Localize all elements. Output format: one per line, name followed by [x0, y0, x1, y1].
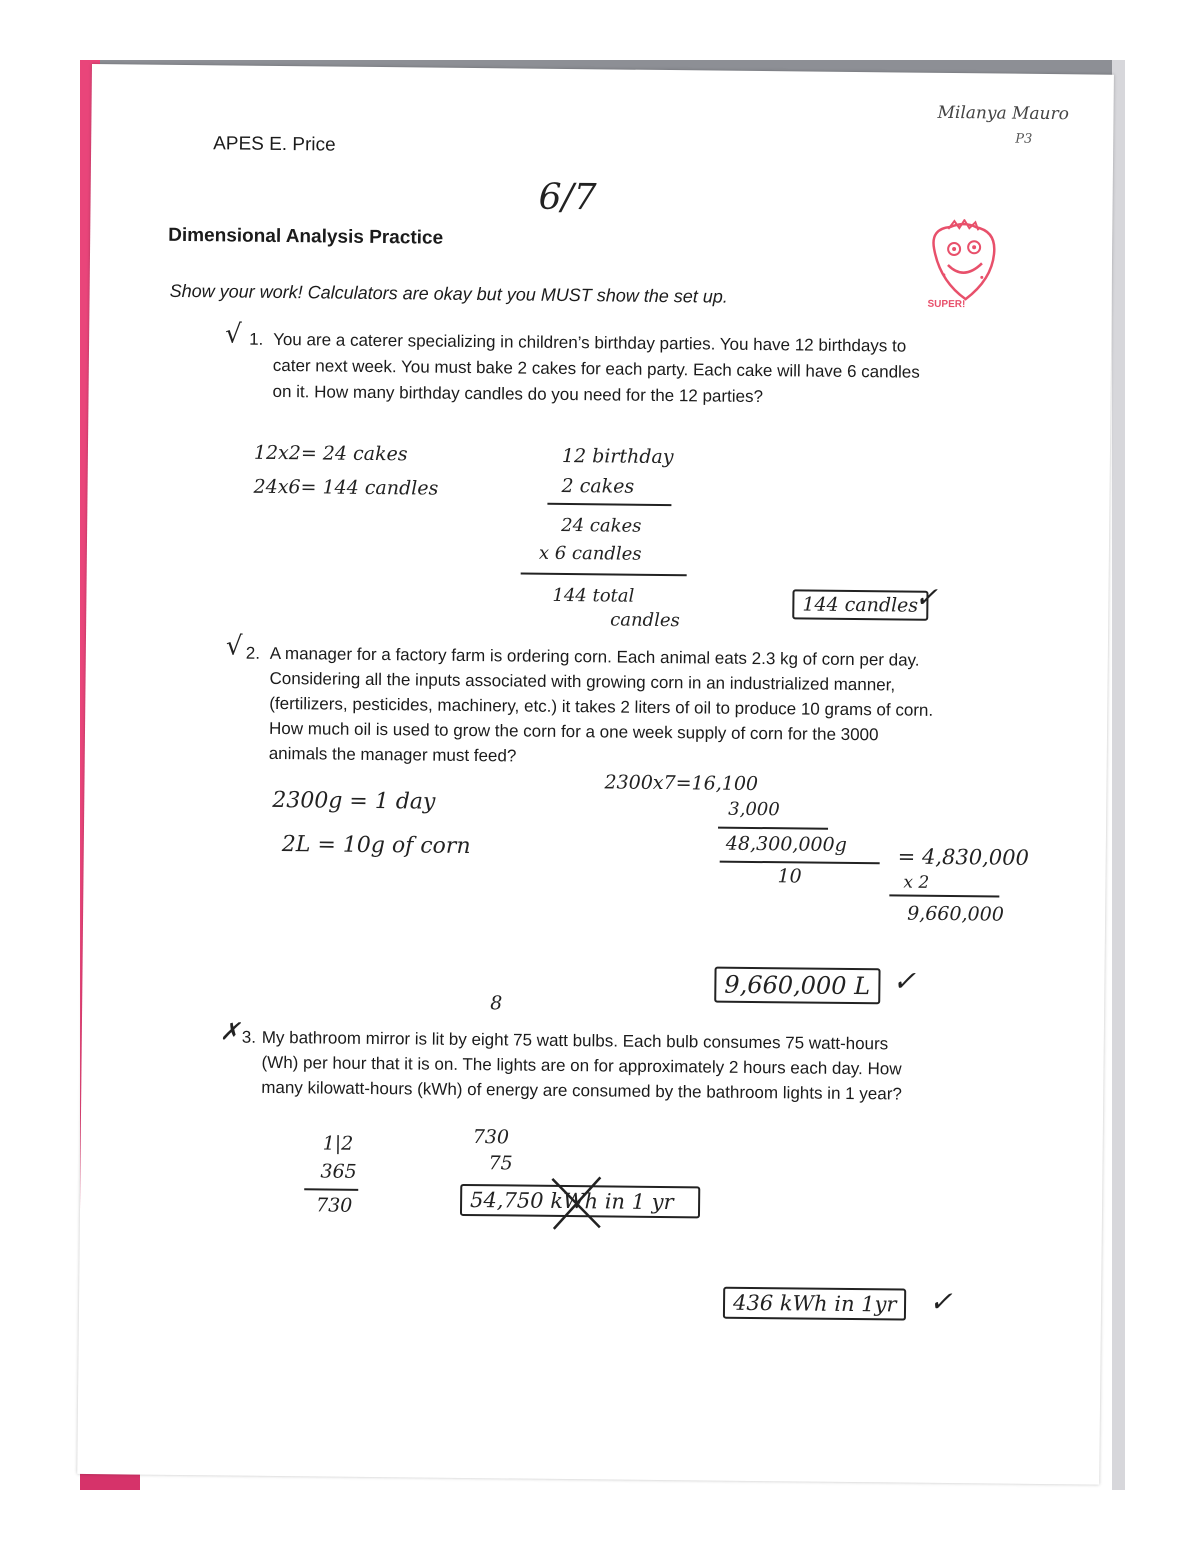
q2-text-line2: Considering all the inputs associated with growing corn in an industrialized manner, — [269, 668, 896, 695]
q1-result-line1: 144 total — [552, 584, 635, 607]
q3-work-mid-line2: 75 — [488, 1152, 513, 1175]
cross-out-icon — [546, 1173, 607, 1234]
q3-answer: 436 kWh in 1yr — [723, 1287, 907, 1321]
q2-times-two: x 2 — [903, 872, 930, 893]
q3-correction: 8 — [490, 992, 503, 1015]
q2-equals-value: = 4,830,000 — [897, 844, 1030, 870]
q2-answer: 9,660,000 L — [714, 967, 880, 1005]
q1-work-bottom: 2 cakes — [561, 474, 635, 498]
q3-text-line1: My bathroom mirror is lit by eight 75 watt bulbs. Each bulb consumes 75 watt-hours — [261, 1027, 889, 1054]
q1-work-top: 12 birthday — [561, 444, 674, 469]
instructions: Show your work! Calculators are okay but you MUST show the set up. — [169, 280, 728, 307]
q2-product: 9,660,000 — [907, 902, 1004, 926]
q3-x-mark: ✗ — [219, 1017, 241, 1046]
q1-answer: 144 candles — [792, 589, 928, 620]
q3-text-line3: many kilowatt-hours (kWh) of energy are consumed by the bathroom lights in 1 year? — [261, 1077, 902, 1104]
q2-number: 2. — [245, 643, 261, 663]
worksheet-page — [77, 64, 1114, 1485]
q3-left-line — [304, 1188, 358, 1191]
q1-work-left-line2: 24x6= 144 candles — [253, 475, 439, 500]
q2-work-left-line1: 2300g = 1 day — [272, 787, 436, 815]
q1-work-step1: 24 cakes — [561, 514, 642, 537]
q2-text-line1: A manager for a factory farm is ordering corn. Each animal eats 2.3 kg of corn per day. — [269, 643, 920, 670]
q2-fraction-bar — [720, 861, 880, 865]
q1-fraction-bar — [547, 503, 671, 506]
q2-multiply-line — [718, 827, 828, 830]
score: 6/7 — [538, 176, 597, 219]
q1-grade-check: ✓ — [914, 580, 939, 614]
q2-calc-line1: 2300x7=16,100 — [604, 771, 759, 796]
q3-grade-check: ✓ — [928, 1284, 953, 1319]
q1-number: 1. — [249, 329, 264, 349]
q3-crossed-answer: 54,750 kWh in 1 yr — [460, 1184, 700, 1219]
q1-work-step2: x 6 candles — [538, 542, 642, 565]
strawberry-stamp-icon — [926, 219, 1003, 306]
q2-calc-line2: 3,000 — [728, 798, 780, 821]
q2-text-line5: animals the manager must feed? — [268, 743, 517, 766]
q2-product-line — [889, 894, 999, 897]
q1-work-left-line1: 12x2= 24 cakes — [253, 441, 408, 466]
student-name: Milanya Mauro — [937, 102, 1070, 125]
class-teacher-label: APES E. Price — [213, 133, 336, 156]
q2-text-line3: (fertilizers, pesticides, machinery, etc.) it takes 2 liters of oil to produce 10 grams of corn. — [269, 693, 934, 720]
q2-grade-check: ✓ — [892, 964, 917, 998]
q1-text-line3: on it. How many birthday candles do you need for the 12 parties? — [272, 381, 764, 407]
q3-work-left-line3: 730 — [315, 1194, 353, 1217]
q2-work-left-line2: 2L = 10g of corn — [281, 832, 471, 860]
worksheet-title: Dimensional Analysis Practice — [168, 224, 444, 249]
q3-text-line2: (Wh) per hour that it is on. The lights are on for approximately 2 hours each day. How — [261, 1052, 902, 1079]
q3-work-left-line1: 1|2 — [322, 1132, 354, 1155]
q3-number: 3. — [241, 1027, 257, 1047]
student-period: P3 — [1015, 131, 1033, 147]
q2-check-mark: √ — [225, 631, 243, 662]
q2-calc-line3: 48,300,000g — [725, 832, 847, 856]
q3-work-mid-line1: 730 — [472, 1126, 510, 1149]
stamp-label: SUPER! — [927, 298, 966, 311]
q1-result-line2: candles — [610, 609, 680, 632]
q1-check-mark: √ — [225, 319, 242, 350]
q2-text-line4: How much oil is used to grow the corn for a one week supply of corn for the 3000 — [268, 718, 879, 745]
q1-text-line2: cater next week. You must bake 2 cakes for each party. Each cake will have 6 candles — [272, 355, 920, 382]
paper-stack-edge — [1112, 60, 1125, 1490]
q2-divisor: 10 — [777, 865, 802, 888]
q3-work-left-line2: 365 — [320, 1160, 357, 1183]
q1-text-line1: You are a caterer specializing in children’s birthday parties. You have 12 birthdays to — [273, 329, 907, 356]
q1-sum-line — [521, 573, 687, 577]
pink-folder-corner — [80, 1472, 140, 1490]
